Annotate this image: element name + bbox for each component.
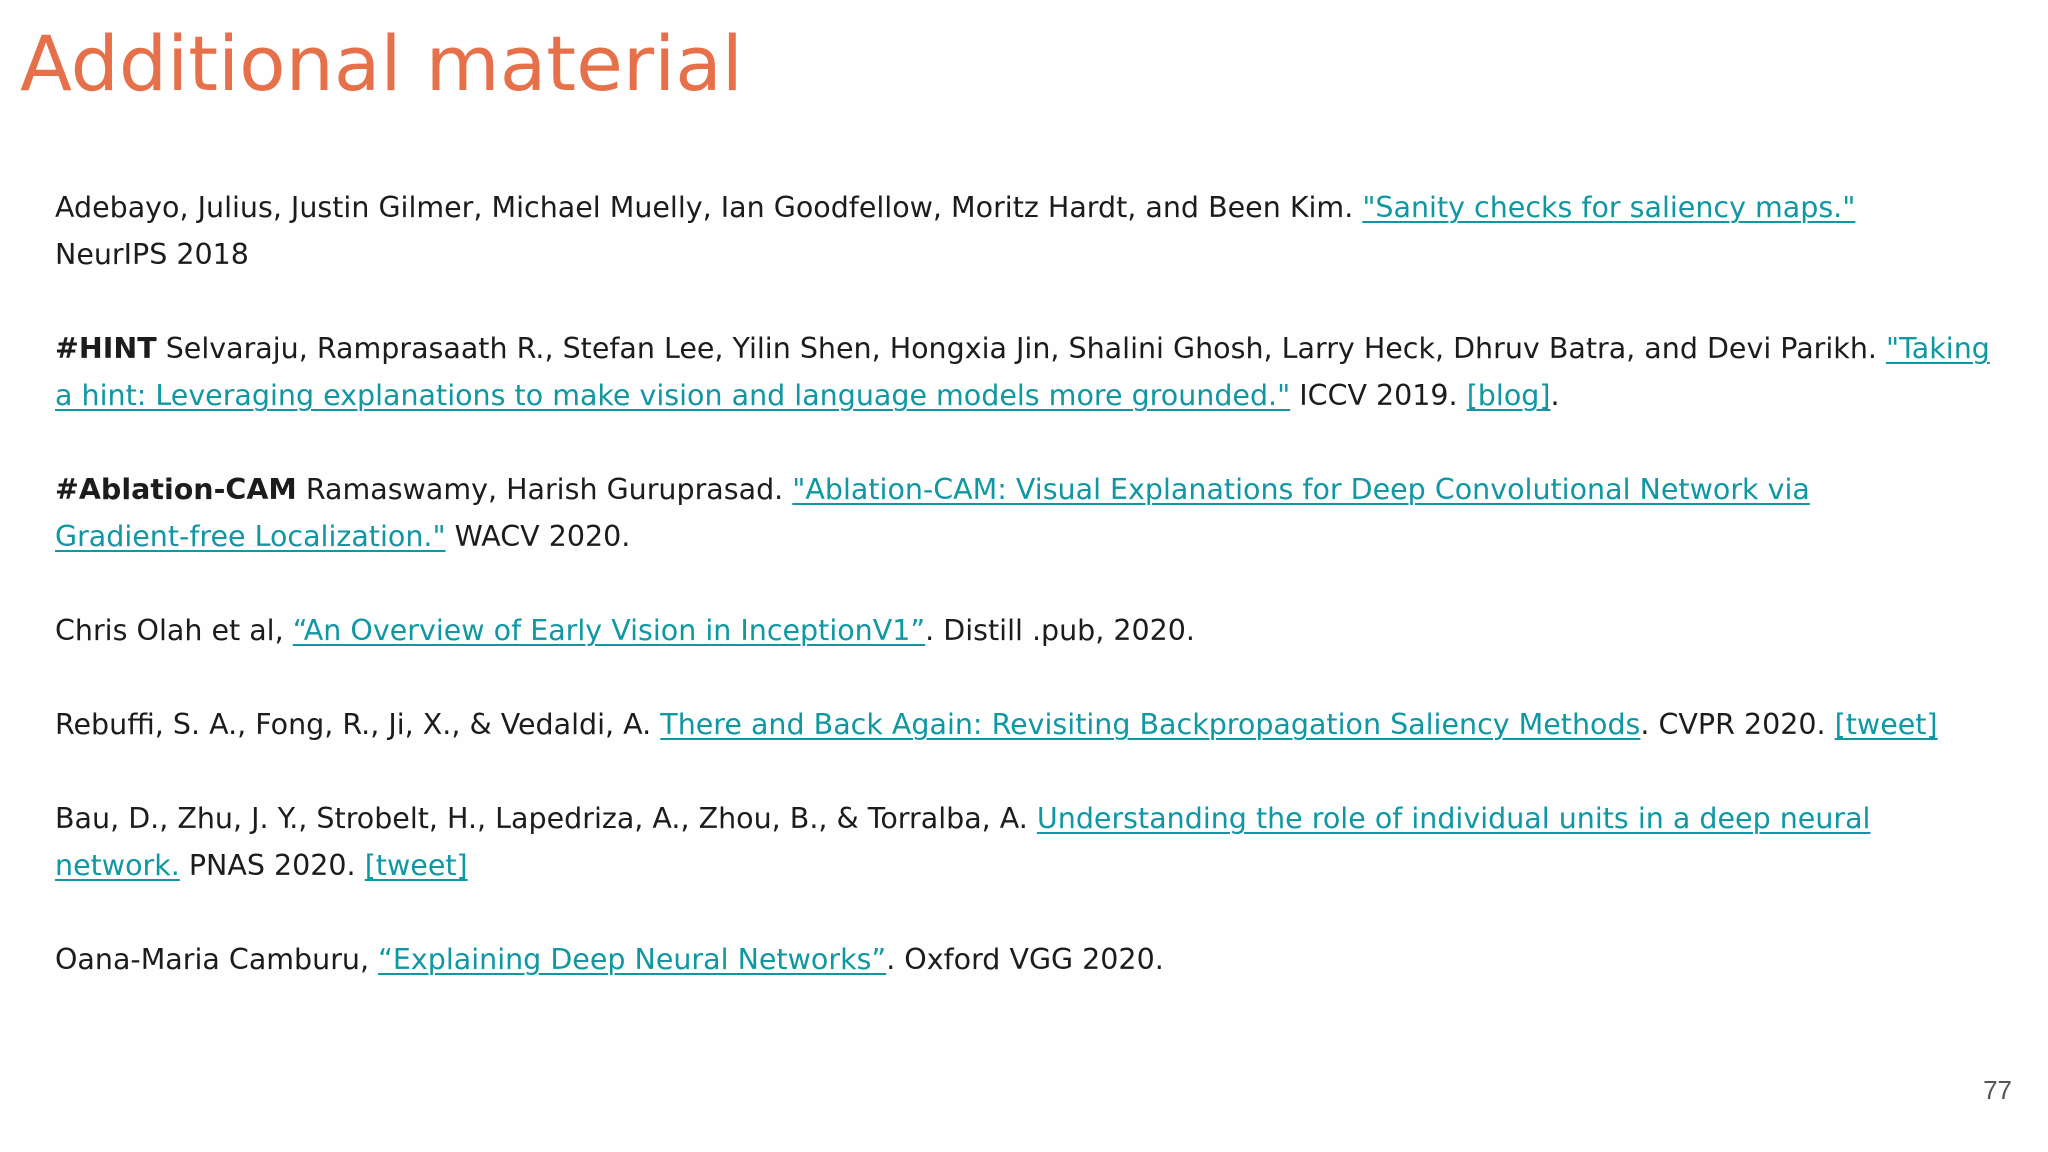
reference-item	[55, 184, 1985, 278]
reference-line	[55, 513, 1985, 560]
paper-link[interactable]: Understanding the role of individual units in a deep neural	[1036, 802, 1871, 835]
reference-text: Chris Olah et al,	[55, 614, 293, 647]
tweet-link[interactable]: [tweet]	[364, 849, 468, 882]
reference-line	[55, 701, 1985, 748]
reference-text: Ramaswamy, Harish Guruprasad.	[296, 473, 793, 506]
reference-text: PNAS 2020.	[179, 849, 365, 882]
paper-link[interactable]: "Ablation-CAM: Visual Explanations for Deep Convolutional Network via	[792, 473, 1810, 506]
reference-line	[55, 842, 1985, 889]
blog-link[interactable]: [blog]	[1466, 379, 1551, 412]
slide-title: Additional material	[20, 19, 743, 108]
reference-line	[55, 795, 1985, 842]
reference-text: . CVPR 2020.	[1640, 708, 1835, 741]
reference-text: Oana-Maria Camburu,	[55, 943, 379, 976]
reference-line	[55, 184, 1985, 231]
talk-link[interactable]: “Explaining Deep Neural Networks”	[378, 943, 887, 976]
reference-text: ICCV 2019.	[1290, 379, 1467, 412]
reference-item	[55, 936, 1985, 983]
reference-item	[55, 466, 1985, 560]
reference-tag: #HINT	[55, 332, 157, 365]
paper-link[interactable]: network.	[55, 849, 180, 882]
reference-text: . Oxford VGG 2020.	[886, 943, 1164, 976]
reference-text: WACV 2020.	[445, 520, 631, 553]
reference-line	[55, 607, 1985, 654]
reference-line	[55, 372, 1985, 419]
reference-tag: #Ablation-CAM	[55, 473, 297, 506]
paper-link[interactable]: Gradient-free Localization."	[55, 520, 446, 553]
reference-item	[55, 325, 1990, 419]
reference-text: .	[1550, 379, 1560, 412]
reference-text: Adebayo, Julius, Justin Gilmer, Michael Muelly, Ian Goodfellow, Moritz Hardt, and Been Kim.	[55, 191, 1363, 224]
reference-text: . Distill .pub, 2020.	[925, 614, 1195, 647]
reference-line	[55, 231, 1985, 278]
paper-link[interactable]: a hint: Leveraging explanations to make vision and language models more grounded."	[55, 379, 1291, 412]
reference-text: Bau, D., Zhu, J. Y., Strobelt, H., Lapedriza, A., Zhou, B., & Torralba, A.	[55, 802, 1037, 835]
reference-item	[55, 607, 1985, 654]
reference-line	[55, 466, 1985, 513]
reference-list	[55, 184, 1990, 1030]
paper-link[interactable]: "Taking	[1886, 332, 1990, 365]
reference-text: Selvaraju, Ramprasaath R., Stefan Lee, Yilin Shen, Hongxia Jin, Shalini Ghosh, Larry Heck, Dhruv Batra, and Devi Parikh.	[156, 332, 1886, 365]
reference-item	[55, 795, 1985, 889]
reference-line	[55, 936, 1985, 983]
paper-link[interactable]: "Sanity checks for saliency maps."	[1362, 191, 1856, 224]
reference-item	[55, 701, 1985, 748]
page-number: 77	[1983, 1075, 2012, 1105]
reference-text: NeurIPS 2018	[55, 238, 249, 271]
reference-text: Rebuffi, S. A., Fong, R., Ji, X., & Vedaldi, A.	[55, 708, 661, 741]
paper-link[interactable]: There and Back Again: Revisiting Backpropagation Saliency Methods	[660, 708, 1641, 741]
reference-line	[55, 325, 1990, 372]
tweet-link[interactable]: [tweet]	[1834, 708, 1938, 741]
article-link[interactable]: “An Overview of Early Vision in InceptionV1”	[292, 614, 926, 647]
